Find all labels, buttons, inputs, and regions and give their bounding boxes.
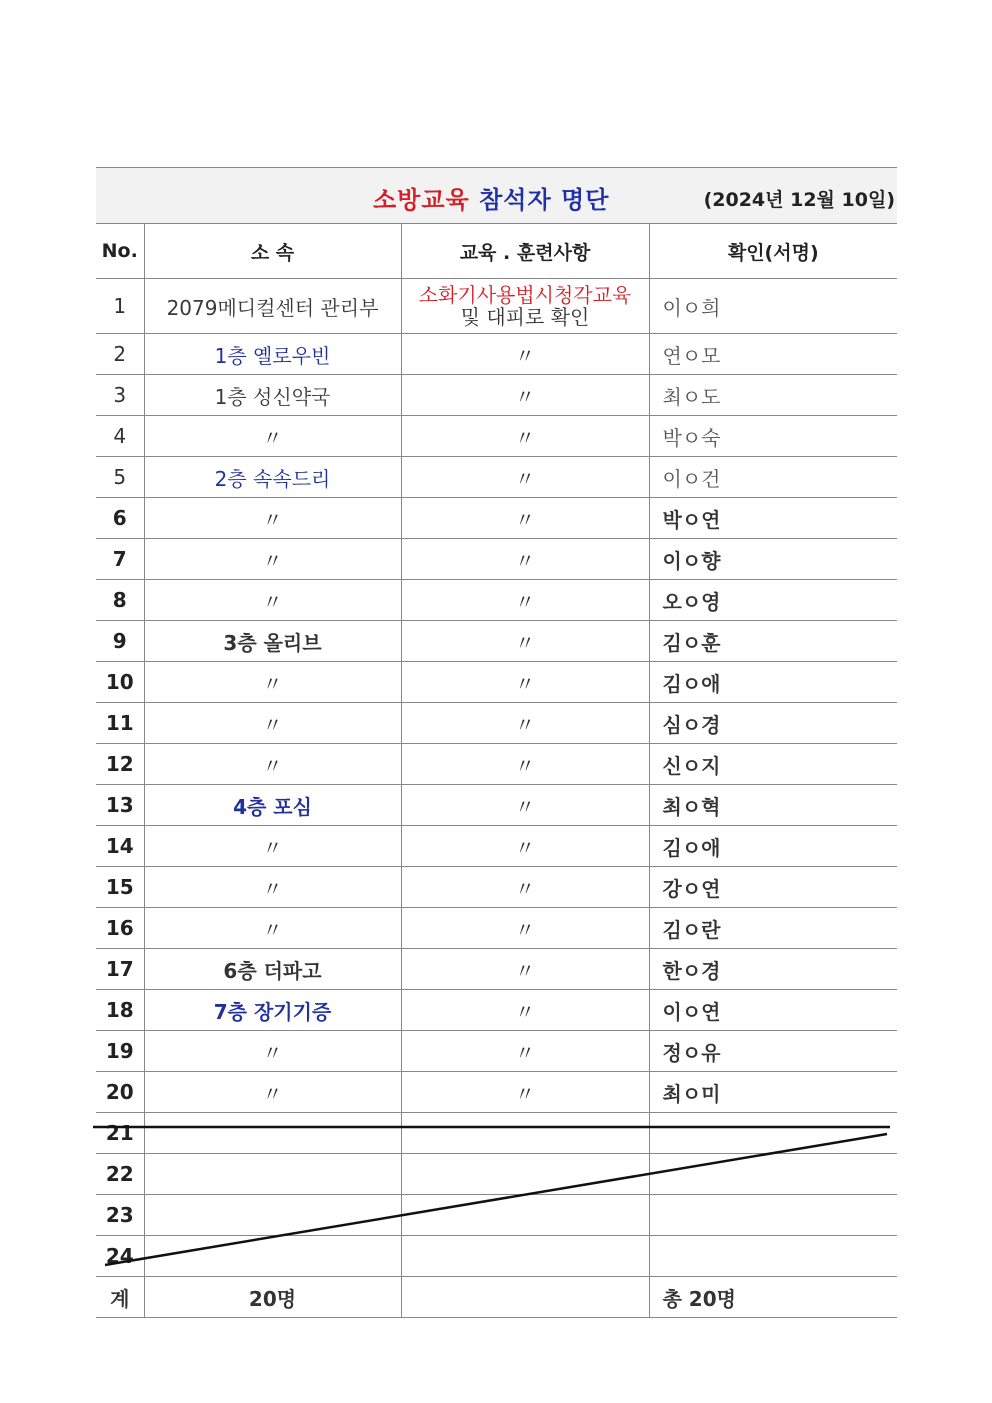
header-affiliation: 소 속 [144, 224, 401, 279]
row-affiliation: 〃 [144, 1031, 401, 1072]
row-signature: 한ㅇ경 [649, 949, 897, 990]
row-affiliation: 〃 [144, 539, 401, 580]
row-number: 24 [96, 1236, 144, 1277]
row-affiliation: 1층 옐로우빈 [144, 334, 401, 375]
row-education: 〃 [401, 539, 649, 580]
row-education: 〃 [401, 416, 649, 457]
row-affiliation: 〃 [144, 1072, 401, 1113]
row-signature: 심ㅇ경 [649, 703, 897, 744]
row-education: 〃 [401, 908, 649, 949]
row-number: 12 [96, 744, 144, 785]
row-signature: 최ㅇ미 [649, 1072, 897, 1113]
row-affiliation: 〃 [144, 662, 401, 703]
document-date: (2024년 12월 10일) [703, 189, 895, 211]
row-number: 15 [96, 867, 144, 908]
row-signature: 강ㅇ연 [649, 867, 897, 908]
row-education: 〃 [401, 498, 649, 539]
row-education: 〃 [401, 375, 649, 416]
row-education: 〃 [401, 334, 649, 375]
row-signature: 김ㅇ훈 [649, 621, 897, 662]
row-number: 23 [96, 1195, 144, 1236]
header-education: 교육 . 훈련사항 [401, 224, 649, 279]
row-number: 3 [96, 375, 144, 416]
row-number: 14 [96, 826, 144, 867]
row-education: 〃 [401, 621, 649, 662]
title-part-red: 소방교육 [373, 186, 470, 214]
row-signature: 신ㅇ지 [649, 744, 897, 785]
row-affiliation: 3층 올리브 [144, 621, 401, 662]
row-education: 〃 [401, 744, 649, 785]
row-signature: 김ㅇ란 [649, 908, 897, 949]
row-education: 〃 [401, 826, 649, 867]
row-signature: 최ㅇ혁 [649, 785, 897, 826]
row-education: 〃 [401, 580, 649, 621]
row-affiliation: 〃 [144, 416, 401, 457]
row-number: 7 [96, 539, 144, 580]
row-signature: 김ㅇ애 [649, 662, 897, 703]
header-signature: 확인(서명) [649, 224, 897, 279]
row-number: 21 [96, 1113, 144, 1154]
education-line-2: 및 대피로 확인 [460, 305, 590, 329]
row-affiliation: 6층 더파고 [144, 949, 401, 990]
row-signature: 이ㅇ희 [649, 279, 897, 334]
row-education: 〃 [401, 1072, 649, 1113]
row-signature: 박ㅇ숙 [649, 416, 897, 457]
row-signature: 이ㅇ향 [649, 539, 897, 580]
row-number: 1 [96, 279, 144, 334]
row-signature: 연ㅇ모 [649, 334, 897, 375]
row-education: 〃 [401, 785, 649, 826]
total-signature: 총 20명 [649, 1277, 897, 1318]
row-affiliation: 2층 속속드리 [144, 457, 401, 498]
row-affiliation: 2079메디컬센터 관리부 [144, 279, 401, 334]
row-number: 2 [96, 334, 144, 375]
row-affiliation: 〃 [144, 703, 401, 744]
row-number: 10 [96, 662, 144, 703]
row-number: 22 [96, 1154, 144, 1195]
row-number: 6 [96, 498, 144, 539]
row-education: 〃 [401, 662, 649, 703]
row-affiliation: 7층 장기기증 [144, 990, 401, 1031]
row-affiliation: 1층 성신약국 [144, 375, 401, 416]
row-education: 〃 [401, 703, 649, 744]
row-signature: 오ㅇ영 [649, 580, 897, 621]
row-number: 20 [96, 1072, 144, 1113]
row-number: 18 [96, 990, 144, 1031]
row-affiliation: 〃 [144, 744, 401, 785]
row-number: 8 [96, 580, 144, 621]
row-signature: 이ㅇ연 [649, 990, 897, 1031]
row-affiliation: 〃 [144, 908, 401, 949]
row-signature: 이ㅇ건 [649, 457, 897, 498]
row-signature: 최ㅇ도 [649, 375, 897, 416]
row-affiliation: 〃 [144, 580, 401, 621]
diagonal-strike-line [105, 1134, 887, 1265]
row-affiliation: 〃 [144, 498, 401, 539]
row-education: 〃 [401, 1031, 649, 1072]
title-part-blue: 참석자 명단 [479, 186, 610, 214]
row-affiliation: 〃 [144, 826, 401, 867]
row-education: 〃 [401, 990, 649, 1031]
row-signature: 김ㅇ애 [649, 826, 897, 867]
row-number: 5 [96, 457, 144, 498]
row-number: 4 [96, 416, 144, 457]
row-affiliation: 4층 포심 [144, 785, 401, 826]
row-number: 13 [96, 785, 144, 826]
row-signature: 정ㅇ유 [649, 1031, 897, 1072]
row-education: 〃 [401, 949, 649, 990]
total-label: 계 [96, 1277, 144, 1318]
row-number: 16 [96, 908, 144, 949]
row-number: 19 [96, 1031, 144, 1072]
education-line-1: 소화기사용법시청각교육 [418, 283, 632, 307]
row-education: 〃 [401, 457, 649, 498]
row-number: 9 [96, 621, 144, 662]
row-number: 11 [96, 703, 144, 744]
header-no: No. [96, 224, 144, 279]
row-number: 17 [96, 949, 144, 990]
row-education: 〃 [401, 867, 649, 908]
row-affiliation: 〃 [144, 867, 401, 908]
row-signature: 박ㅇ연 [649, 498, 897, 539]
total-count: 20명 [144, 1277, 401, 1318]
